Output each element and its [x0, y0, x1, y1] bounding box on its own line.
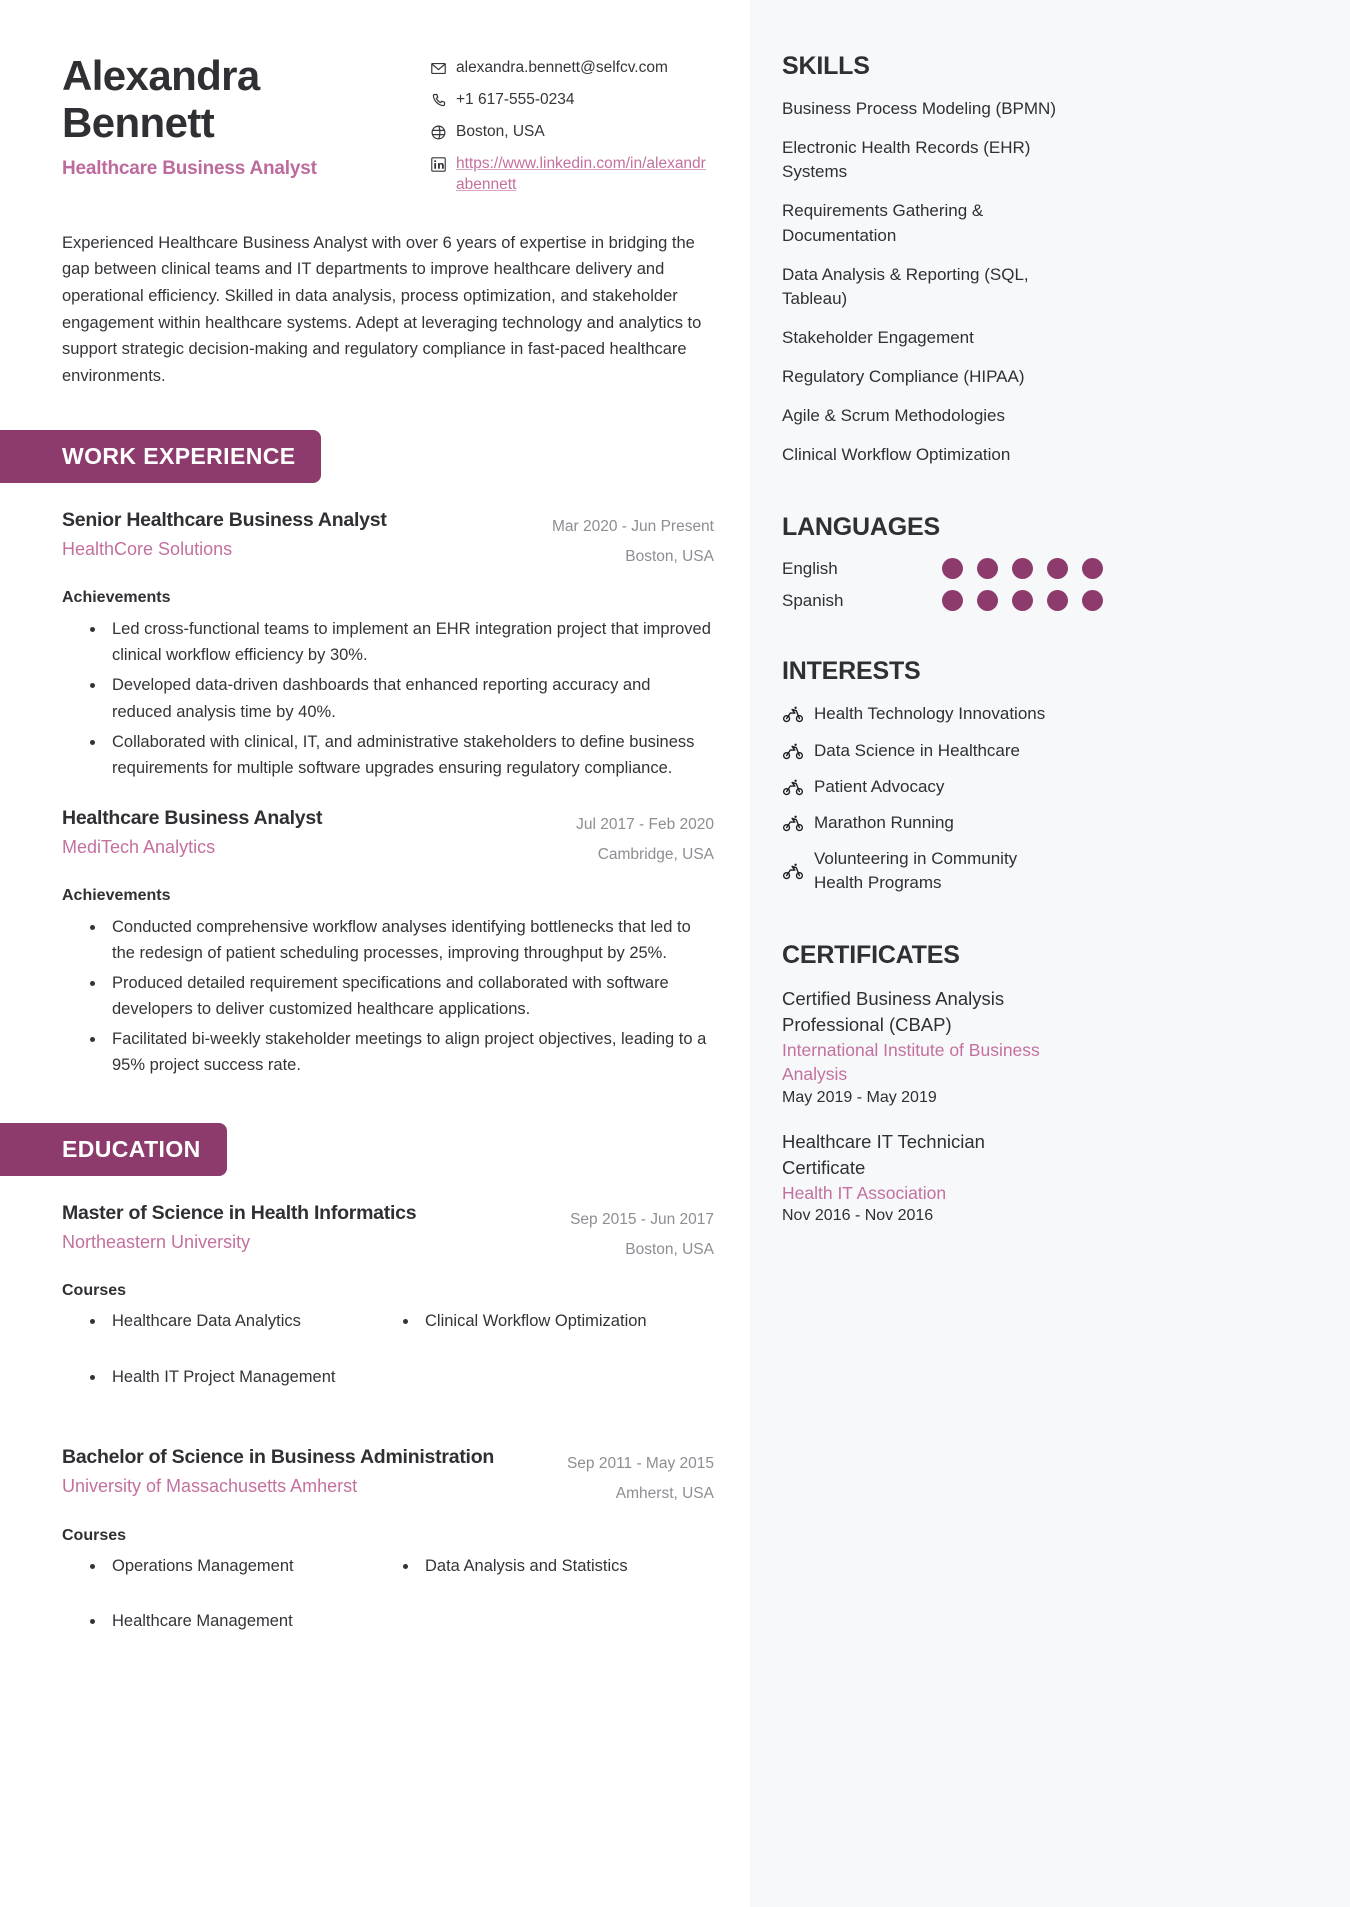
linkedin-icon: [430, 156, 447, 173]
education-entry-location: Boston, USA: [625, 1240, 714, 1258]
work-entry-meta: [552, 509, 714, 572]
list-item: [782, 986, 1310, 1107]
contact-email-text: alexandra.bennett@selfcv.com: [456, 59, 668, 76]
certificates-title: CERTIFICATES: [782, 941, 960, 970]
work-entry-left: [62, 509, 532, 560]
contact-location: [430, 122, 714, 143]
sidebar: [750, 0, 1350, 1907]
skills-list: [782, 97, 1310, 467]
work-entry-meta: [576, 807, 714, 870]
certificate-issuer: Health IT Association: [782, 1182, 947, 1203]
bicycle-icon: [782, 740, 804, 762]
list-item: • Developed data-driven dashboards that enhanced reporting accuracy and reduced analysis time by 40%.: [106, 672, 714, 724]
education-entry-meta: [567, 1446, 714, 1509]
achievements-label: Achievements: [62, 589, 171, 607]
proficiency-dot: [1082, 590, 1103, 611]
work-entry-left: [62, 807, 556, 858]
envelope-icon: [430, 60, 447, 77]
education-entry-head: [62, 1446, 714, 1509]
work-entry-location: Boston, USA: [625, 548, 714, 566]
job-role: Healthcare Business Analyst: [62, 158, 317, 180]
list-item: • Collaborated with clinical, IT, and administrative stakeholders to define business requirements for multiple software upgrades ensuring regulatory compliance.: [106, 729, 714, 781]
work-experience-banner: WORK EXPERIENCE: [0, 430, 321, 483]
list-item: Agile & Scrum Methodologies: [782, 406, 1006, 426]
list-item: [782, 847, 1310, 895]
education-banner: EDUCATION: [0, 1123, 227, 1176]
list-item: Requirements Gathering & Documentation: [782, 201, 984, 245]
education-entry-head: [62, 1202, 714, 1265]
list-item: [782, 702, 1310, 726]
courses-label: Courses: [62, 1281, 127, 1299]
list-item: Data Analysis & Reporting (SQL, Tableau): [782, 264, 1029, 308]
list-item: • Clinical Workflow Optimization: [419, 1309, 714, 1335]
interest-label: Data Science in Healthcare: [814, 740, 1021, 760]
education-entry-left: [62, 1446, 547, 1497]
education-entry-location: Amherst, USA: [615, 1485, 714, 1503]
interests-title: INTERESTS: [782, 657, 921, 686]
proficiency-dot: [1047, 590, 1068, 611]
list-item: [782, 775, 1310, 799]
languages-title: LANGUAGES: [782, 513, 940, 542]
education-entry: [62, 1446, 714, 1665]
work-entry-organization: MediTech Analytics: [62, 836, 216, 857]
proficiency-dot: [1047, 558, 1068, 579]
list-item: Electronic Health Records (EHR) Systems: [782, 138, 1031, 182]
courses-label: Courses: [62, 1526, 127, 1544]
resume-header: [62, 48, 714, 196]
proficiency-dot: [1082, 558, 1103, 579]
education-entry-organization: University of Massachusetts Amherst: [62, 1476, 358, 1497]
list-item: • Produced detailed requirement specifications and collaborated with software developers to deliver customized healthcare applications.: [106, 970, 714, 1022]
list-item: • Data Analysis and Statistics: [419, 1554, 714, 1580]
education-entry: [62, 1202, 714, 1421]
list-item: [782, 558, 1310, 579]
list-item: [782, 1129, 1310, 1225]
full-name: [62, 52, 412, 146]
work-entry-location: Cambridge, USA: [597, 845, 714, 863]
contact-phone-text: +1 617-555-0234: [456, 90, 575, 108]
interest-label: Patient Advocacy: [814, 776, 945, 796]
interest-label: Health Technology Innovations: [814, 704, 1046, 724]
certificate-name: Certified Business Analysis Professional (CBAP): [782, 988, 1005, 1036]
list-item: [782, 739, 1310, 763]
education-entry-dates: Sep 2015 - Jun 2017: [570, 1210, 714, 1228]
list-item: • Led cross-functional teams to implement an EHR integration project that improved clinical workflow efficiency by 30%.: [106, 616, 714, 668]
identity-block: [62, 48, 412, 180]
work-entry-head: [62, 807, 714, 870]
bicycle-icon: [782, 860, 804, 882]
list-item: Clinical Workflow Optimization: [782, 445, 1011, 465]
proficiency-dot: [942, 558, 963, 579]
list-item: Stakeholder Engagement: [782, 327, 974, 347]
education-entry-dates: Sep 2011 - May 2015: [566, 1455, 714, 1473]
work-entry-title: Healthcare Business Analyst: [62, 806, 323, 829]
language-level-dots: [942, 590, 1103, 611]
globe-icon: [430, 124, 447, 141]
list-item: [782, 811, 1310, 835]
list-item: • Facilitated bi-weekly stakeholder meetings to align project objectives, leading to a 95% project success rate.: [106, 1026, 714, 1078]
list-item: • Healthcare Data Analytics: [106, 1309, 401, 1335]
contact-email: [430, 58, 714, 79]
list-item: Regulatory Compliance (HIPAA): [782, 367, 1025, 386]
interest-label: Volunteering in Community Health Programs: [814, 848, 1018, 892]
certificate-dates: May 2019 - May 2019: [782, 1088, 937, 1106]
education-courses-list: [62, 1309, 714, 1420]
certificate-name: Healthcare IT Technician Certificate: [782, 1130, 985, 1178]
work-entry-dates: Jul 2017 - Feb 2020: [576, 815, 714, 833]
language-name: Spanish: [782, 590, 844, 610]
list-item: • Healthcare Management: [106, 1609, 401, 1635]
work-achievements-list: [62, 616, 714, 780]
professional-summary: Experienced Healthcare Business Analyst with over 6 years of expertise in bridging the gap between clinical teams and IT departments to improve healthcare delivery and operational efficiency. Skilled in data analysis, process optimization, and stakeholder engagement within healthcare systems. Adept at leveraging technology and analytics to support strategic decision-making and regulatory compliance in fast-paced healthcare environments.: [62, 233, 702, 386]
interest-label: Marathon Running: [814, 812, 954, 832]
list-item: • Health IT Project Management: [106, 1365, 401, 1391]
contact-location-text: Boston, USA: [456, 122, 545, 140]
work-entry-head: [62, 509, 714, 572]
contact-phone: [430, 90, 714, 111]
language-level-dots: [942, 558, 1103, 579]
certificates-list: [782, 986, 1310, 1225]
list-item: Business Process Modeling (BPMN): [782, 99, 1056, 118]
education-entry-title: Master of Science in Health Informatics: [62, 1201, 417, 1224]
work-experience-banner-wrap: [62, 390, 714, 483]
work-entry: [62, 509, 714, 781]
work-achievements-list: [62, 914, 714, 1078]
education-courses-list: [62, 1554, 714, 1665]
list-item: • Conducted comprehensive workflow analyses identifying bottlenecks that led to the redesign of patient scheduling processes, improving throughput by 25%.: [106, 914, 714, 966]
proficiency-dot: [942, 590, 963, 611]
education-entry-meta: [570, 1202, 714, 1265]
certificate-issuer: International Institute of Business Analysis: [782, 1039, 1040, 1085]
list-item: [782, 590, 1310, 611]
interests-list: [782, 702, 1310, 895]
bicycle-icon: [782, 776, 804, 798]
last-name: Bennett: [62, 99, 215, 147]
contact-linkedin-link[interactable]: https://www.linkedin.com/in/alexandrabennett: [456, 154, 706, 193]
proficiency-dot: [977, 558, 998, 579]
phone-icon: [430, 92, 447, 109]
education-banner-wrap: [62, 1083, 714, 1176]
proficiency-dot: [1012, 558, 1033, 579]
contact-linkedin[interactable]: [430, 154, 714, 196]
proficiency-dot: [1012, 590, 1033, 611]
work-entry: [62, 807, 714, 1079]
bicycle-icon: [782, 812, 804, 834]
education-entry-left: [62, 1202, 550, 1253]
languages-list: [782, 558, 1310, 611]
first-name: Alexandra: [62, 52, 260, 99]
list-item: • Operations Management: [106, 1554, 401, 1580]
achievements-label: Achievements: [62, 887, 171, 905]
certificate-dates: Nov 2016 - Nov 2016: [782, 1207, 934, 1225]
skills-title: SKILLS: [782, 52, 870, 80]
work-entry-title: Senior Healthcare Business Analyst: [62, 508, 387, 531]
contact-list: [430, 48, 714, 196]
education-entry-title: Bachelor of Science in Business Administration: [62, 1446, 495, 1469]
bicycle-icon: [782, 703, 804, 725]
work-entry-dates: Mar 2020 - Jun Present: [552, 517, 714, 535]
language-name: English: [782, 558, 838, 578]
education-entry-organization: Northeastern University: [62, 1231, 251, 1252]
proficiency-dot: [977, 590, 998, 611]
work-entry-organization: HealthCore Solutions: [62, 538, 233, 559]
